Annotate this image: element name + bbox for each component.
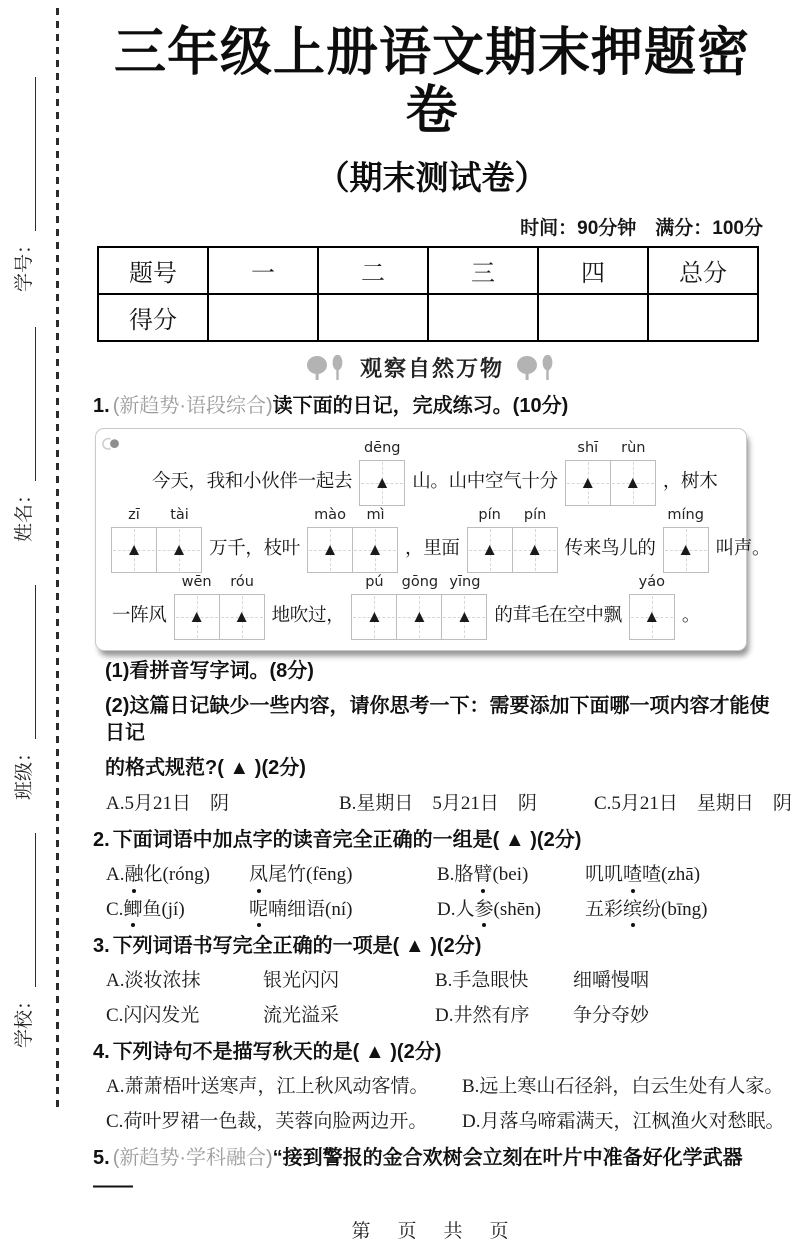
- emphasis-dot-char: 缤: [623, 896, 642, 924]
- answer-box-group: [629, 575, 675, 640]
- question-4-options-row-1: [106, 1073, 784, 1101]
- page-footer: 第 页 共 页: [351, 1221, 513, 1243]
- diary-text: 地吹过，: [271, 606, 345, 627]
- score-table-score-cell: 得分: [98, 294, 208, 341]
- answer-mark: ▲: [481, 540, 499, 560]
- diary-text: ，里面: [405, 539, 460, 560]
- paper-title: 三年级上册语文期末押题密卷: [113, 24, 750, 141]
- writing-grid-cell: [219, 594, 265, 640]
- score-table-score-cell: [318, 294, 428, 341]
- diary-box: [95, 428, 771, 651]
- writing-grid-cell: [396, 594, 442, 640]
- option-cell: B.手急眼快: [435, 970, 529, 992]
- diary-lines: [108, 440, 771, 640]
- pinyin-label: pú: [365, 574, 384, 591]
- student-id-label: 学号：: [14, 234, 35, 292]
- option-cell: D.井然有序: [435, 1004, 530, 1026]
- sidebar-field-name: [10, 327, 36, 542]
- name-label: 姓名：: [14, 484, 35, 542]
- score-table-header-row: [98, 247, 758, 294]
- option-cell: C.5月21日 星期日 阴: [594, 792, 792, 814]
- question-5-number: 5.: [93, 1147, 110, 1170]
- question-5-text: “接到警报的金合欢树会立刻在叶片中准备好化学武器——: [93, 1147, 743, 1198]
- writing-grid-cell: [111, 527, 157, 573]
- question-2-text: 下面词语中加点字的读音完全正确的一组是( ▲ )(2分): [112, 829, 582, 852]
- answer-box: [111, 508, 157, 573]
- score-table-header-cell: 三: [428, 247, 538, 294]
- score-table-score-cell: [538, 294, 648, 341]
- option-cell: A.5月21日 阴: [106, 792, 229, 814]
- option-cell: 呢喃细语(ní): [249, 896, 437, 924]
- option-cell: B.胳臂(bei): [437, 861, 585, 889]
- writing-grid-cell: [663, 527, 709, 573]
- pinyin-label: pín: [478, 507, 501, 524]
- score-table-header-cell: 二: [318, 247, 428, 294]
- option-cell: B.星期日 5月21日 阴: [339, 792, 537, 814]
- question-1-tag: (新趋势·语段综合): [112, 395, 273, 418]
- sidebar-field-class: [10, 585, 36, 800]
- option-cell: C.荷叶罗裙一色裁，芙蓉向脸两边开。: [106, 1110, 428, 1132]
- answer-box: [359, 441, 405, 506]
- answer-mark: ▲: [677, 540, 695, 560]
- score-table-score-row: [98, 294, 758, 341]
- answer-mark: ▲: [373, 473, 391, 493]
- answer-box-group: [307, 508, 398, 573]
- name-blank: [18, 327, 36, 481]
- pinyin-label: wēn: [181, 574, 212, 591]
- writing-grid-cell: [351, 594, 397, 640]
- diary-text: 万千，枝叶: [209, 539, 301, 560]
- question-4-options-row-2: [106, 1108, 785, 1136]
- option-cell: C.闪闪发光: [106, 1004, 200, 1026]
- answer-mark: ▲: [526, 540, 544, 560]
- option-cell: 争分夺妙: [573, 1004, 650, 1026]
- answer-box: [565, 441, 611, 506]
- trees-icon: [516, 354, 558, 381]
- section-banner: [93, 352, 771, 383]
- answer-box: [663, 508, 709, 573]
- writing-grid-cell: [610, 460, 656, 506]
- answer-box: [467, 508, 513, 573]
- question-1-1: (1)看拼音写字词。(8分): [105, 660, 314, 683]
- answer-box-group: [359, 441, 405, 506]
- score-table-header-cell: 一: [208, 247, 318, 294]
- pinyin-label: míng: [667, 507, 704, 524]
- answer-box-group: [111, 508, 202, 573]
- question-5-stem: [93, 1144, 771, 1200]
- exam-time-score-meta: 时间：90分钟 满分：100分: [520, 218, 763, 240]
- student-id-blank: [18, 77, 36, 231]
- option-cell: 细嚼慢咽: [573, 970, 650, 992]
- writing-grid-cell: [156, 527, 202, 573]
- pinyin-label: shī: [577, 440, 599, 457]
- question-3-options-row-1: [106, 967, 771, 995]
- question-4-text: 下列诗句不是描写秋天的是( ▲ )(2分): [112, 1041, 442, 1064]
- answer-box: [397, 575, 442, 640]
- answer-mark: ▲: [188, 607, 206, 627]
- option-cell: 五彩缤纷(bīng): [585, 896, 771, 924]
- diary-text: 叫声。: [715, 539, 771, 560]
- answer-mark: ▲: [321, 540, 339, 560]
- pin-icon: [104, 435, 122, 458]
- emphasis-dot-char: 鲫: [123, 896, 142, 924]
- diary-text: 的茸毛在空中飘: [494, 606, 622, 627]
- question-3-text: 下列词语书写完全正确的一项是( ▲ )(2分): [112, 935, 482, 958]
- writing-grid-cell: [629, 594, 675, 640]
- answer-box-group: [663, 508, 709, 573]
- option-cell: C.鲫鱼(jí): [106, 896, 249, 924]
- writing-grid-cell: [307, 527, 353, 573]
- answer-mark: ▲: [366, 540, 384, 560]
- emphasis-dot-char: 融: [124, 861, 143, 889]
- writing-grid-cell: [174, 594, 220, 640]
- paper-subtitle: （期末测试卷）: [316, 159, 548, 197]
- pinyin-label: zī: [128, 507, 140, 524]
- score-table-body: [98, 247, 758, 341]
- trees-icon: [306, 354, 348, 381]
- question-1-text: 读下面的日记，完成练习。(10分): [272, 395, 569, 418]
- class-blank: [18, 585, 36, 739]
- binding-dashed-line: [56, 8, 59, 1108]
- score-table-score-cell: [428, 294, 538, 341]
- question-3-number: 3.: [93, 935, 110, 958]
- school-blank: [18, 833, 36, 987]
- pinyin-label: rùn: [621, 440, 646, 457]
- question-4-number: 4.: [93, 1041, 110, 1064]
- emphasis-dot-char: 参: [474, 896, 493, 924]
- option-cell: 银光闪闪: [263, 970, 340, 992]
- answer-box: [442, 575, 487, 640]
- school-label: 学校：: [14, 990, 35, 1048]
- answer-mark: ▲: [456, 607, 473, 627]
- emphasis-dot-char: 喳: [623, 861, 642, 889]
- answer-box: [611, 441, 656, 506]
- option-cell: 叽叽喳喳(zhā): [585, 861, 771, 889]
- diary-text: 传来鸟儿的: [564, 539, 656, 560]
- question-2-options-row-2: [106, 896, 771, 924]
- answer-mark: ▲: [624, 473, 642, 493]
- paper-content: [93, 0, 792, 1243]
- pinyin-label: mì: [366, 507, 385, 524]
- answer-mark: ▲: [125, 540, 143, 560]
- pinyin-label: tài: [170, 507, 189, 524]
- question-3-stem: [93, 932, 771, 960]
- pinyin-label: gōng: [401, 574, 439, 591]
- writing-grid-cell: [565, 460, 611, 506]
- answer-box-group: [351, 575, 487, 640]
- answer-box-group: [565, 441, 656, 506]
- answer-box: [220, 575, 265, 640]
- diary-line: [108, 441, 738, 506]
- question-2-options-row-1: [106, 861, 771, 889]
- section-banner-title: 观察自然万物: [359, 356, 504, 382]
- diary-line: [108, 575, 738, 640]
- pinyin-label: pín: [523, 507, 547, 524]
- score-table-score-cell: [208, 294, 318, 341]
- pinyin-label: róu: [230, 574, 254, 591]
- option-cell: A.淡妆浓抹: [106, 970, 201, 992]
- score-table-header-cell: 四: [538, 247, 648, 294]
- question-5-tag: (新趋势·学科融合): [112, 1147, 273, 1170]
- score-table-header-cell: 总分: [648, 247, 758, 294]
- answer-mark: ▲: [579, 473, 597, 493]
- question-4-stem: [93, 1038, 771, 1066]
- writing-grid-cell: [441, 594, 487, 640]
- diary-line: [108, 507, 771, 573]
- answer-box: [513, 508, 558, 573]
- diary-text: 一阵风: [112, 606, 167, 627]
- writing-grid-cell: [359, 460, 405, 506]
- question-2-number: 2.: [93, 829, 110, 852]
- pinyin-label: yīng: [449, 574, 481, 591]
- option-cell: A.萧萧梧叶送寒声，江上秋风动客情。: [106, 1076, 429, 1098]
- answer-box: [307, 508, 353, 573]
- score-table-header-cell: 题号: [98, 247, 208, 294]
- writing-grid-cell: [352, 527, 398, 573]
- answer-mark: ▲: [170, 540, 188, 560]
- answer-box: [174, 575, 220, 640]
- answer-mark: ▲: [366, 607, 383, 627]
- answer-mark: ▲: [233, 607, 251, 627]
- answer-box: [353, 508, 398, 573]
- answer-box-group: [174, 575, 265, 640]
- score-table-score-cell: [648, 294, 758, 341]
- emphasis-dot-char: 呢: [249, 896, 268, 924]
- diary-text: 山。山中空气十分: [412, 472, 558, 493]
- pinyin-label: dēng: [363, 440, 401, 457]
- answer-box-group: [467, 508, 558, 573]
- option-cell: A.融化(róng): [106, 861, 249, 889]
- class-label: 班级：: [14, 742, 35, 800]
- question-3-options-row-2: [106, 1002, 771, 1030]
- question-1-2-options: [106, 790, 792, 818]
- sidebar-field-student-id: [10, 77, 36, 292]
- diary-text: 今天，我和小伙伴一起去: [152, 472, 353, 493]
- pinyin-label: yáo: [638, 574, 665, 591]
- answer-mark: ▲: [643, 607, 661, 627]
- sidebar-field-school: [10, 833, 36, 1048]
- answer-box: [351, 575, 397, 640]
- question-2-stem: [93, 826, 771, 854]
- option-cell: B.远上寒山石径斜，白云生处有人家。: [462, 1076, 784, 1098]
- question-1-2-line2: 的格式规范?( ▲ )(2分): [105, 757, 306, 780]
- answer-box: [629, 575, 675, 640]
- option-cell: D.月落乌啼霜满天，江枫渔火对愁眠。: [462, 1110, 785, 1132]
- option-cell: 流光溢采: [263, 1004, 340, 1026]
- option-cell: 凤尾竹(fēng): [249, 861, 437, 889]
- emphasis-dot-char: 凤: [249, 861, 268, 889]
- option-cell: D.人参(shēn): [437, 896, 585, 924]
- question-1-stem: [93, 392, 771, 420]
- writing-grid-cell: [467, 527, 513, 573]
- question-1-number: 1.: [93, 395, 110, 418]
- emphasis-dot-char: 臂: [473, 861, 492, 889]
- score-table: [97, 246, 759, 342]
- writing-grid-cell: [512, 527, 558, 573]
- question-1-2-line1: (2)这篇日记缺少一些内容，请你思考一下：需要添加下面哪一项内容才能使日记: [105, 694, 770, 745]
- pinyin-label: mào: [314, 507, 346, 524]
- answer-mark: ▲: [411, 607, 428, 627]
- diary-text: ，树木: [662, 472, 718, 493]
- diary-text: 。: [681, 606, 701, 627]
- answer-box: [157, 508, 202, 573]
